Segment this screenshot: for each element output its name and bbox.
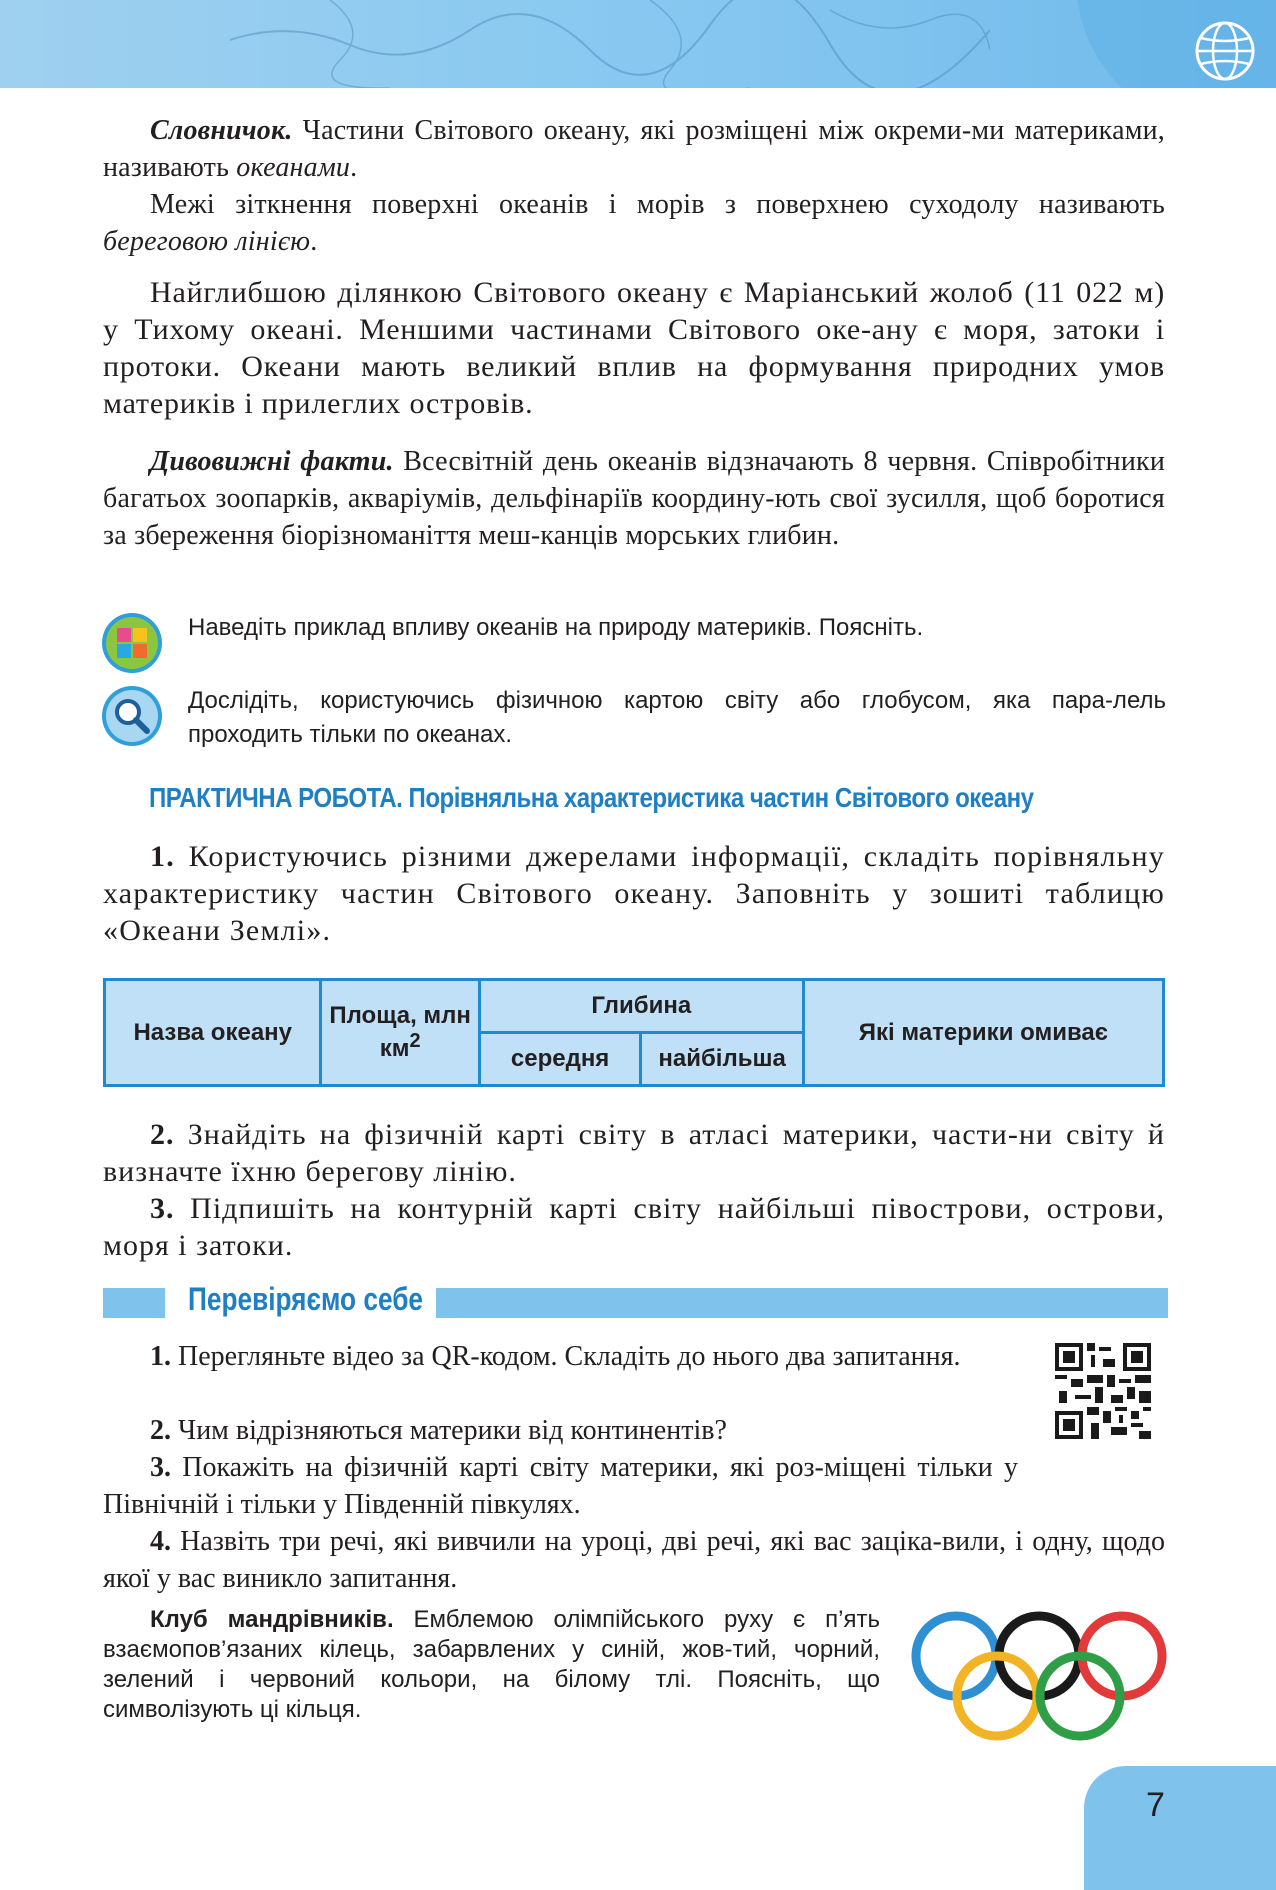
main-block [103,274,1165,422]
section-bar-left [103,1288,165,1318]
practical-item-2-text [103,1116,1165,1190]
q-text: Перегляньте відео за QR-кодом. Складіть до нього два запитання. [171,1341,961,1372]
col-continents: Які материки омиває [803,980,1163,1086]
map-background-image [230,0,990,88]
practical-item-1-text [103,838,1165,949]
practical-items-2-3 [103,1116,1165,1264]
punct: . [310,226,318,257]
glossary-term-oceans: океанами [236,152,351,183]
col-depth: Глибина [479,980,803,1033]
task-explore-text: Дослідіть, користуючись фізичною картою світу або глобусом, яка пара-лель проходить тільки по океанах. [188,687,1166,748]
check-q3 [103,1449,1018,1523]
q-number: 4. [150,1526,171,1557]
glossary-term-coastline: береговою лінією [103,226,311,257]
item-text: Підпишіть на контурній карті світу найбільші півострови, острови, моря і затоки. [103,1192,1165,1262]
facts-label: Дивовижні факти. [150,446,394,477]
section-bar-right [436,1288,1168,1318]
main-paragraph: Найглибшою ділянкою Світового океану є Маріанський жолоб (11 022 м) у Тихому океані. Меншими частинами Світового оке-ану є моря, затоки і протоки. Океани мають великий вплив на формування природних умов материків і прилеглих островів. [103,276,1165,420]
col-area [321,980,479,1086]
q-number: 2. [150,1415,171,1446]
club-text: Емблемою олімпійського руху є п’ять взаємопов’язаних кілець, забарвлених у синій, жов-тий, чорний, зелений і червоний кольори, на білому тлі. Поясніть, що символізують ці кільця. [103,1606,880,1723]
task-example-text: Наведіть приклад впливу океанів на природу материків. Поясніть. [188,614,924,641]
coastline-paragraph [103,186,1165,260]
item-number: 3. [150,1192,175,1225]
check-q4 [103,1523,1165,1597]
q-text: Назвіть три речі, які вивчили на уроці, дві речі, які вас заціка-вили, і одну, щодо якої у вас виникло запитання. [103,1526,1165,1594]
q-number: 1. [150,1341,171,1372]
col-depth-max: найбільша [641,1033,803,1086]
page-number-tab [1084,1766,1276,1890]
item-text: Користуючись різними джерелами інформації, складіть порівняльну характеристику частин Світового океану. Заповніть у зошиті таблицю «Океани Землі». [103,840,1165,947]
check-self-title: Перевіряємо себе [188,1281,424,1317]
oceans-table [103,978,1165,1087]
col-area-sup: 2 [409,1030,421,1052]
qr-code-icon[interactable] [1055,1343,1151,1439]
q-text: Покажіть на фізичній карті світу материки, які роз-міщені тільки у Північній і тільки у Південній півкулях. [103,1452,1018,1520]
item-text: Знайдіть на фізичній карті світу в атласі материки, части-ни світу й визначте їхню берегову лінію. [103,1118,1165,1188]
club-label: Клуб мандрівників. [150,1606,394,1633]
glossary-paragraph [103,112,1165,186]
coastline-text: Межі зіткнення поверхні океанів і морів з поверхнею суходолу називають [150,189,1165,220]
q-text: Чим відрізняються материки від континентів? [171,1415,727,1446]
item-number: 1. [150,840,175,873]
practical-item-1 [103,838,1165,949]
header-band [0,0,1276,88]
practical-title: ПРАКТИЧНА РОБОТА. Порівняльна характеристика частин Світового океану [149,782,1034,813]
practical-item-3-text [103,1190,1165,1264]
puzzle-icon [100,611,164,675]
check-q1 [103,1338,1018,1375]
glossary-label: Словничок. [150,115,293,146]
glossary-text: Частини Світового океану, які розміщені між окреми-ми материками, називають [103,115,1165,183]
club-paragraph [103,1605,880,1725]
facts-text: Всесвітній день океанів відзначають 8 червня. Співробітники багатьох зоопарків, акваріумів, дельфінаріїв координу-ють свої зусилля, щоб боротися за збереження біорізноманіття меш-канців морських глибин. [103,446,1165,551]
page-number: 7 [1146,1786,1165,1824]
facts-block [103,443,1165,554]
globe-icon [1192,18,1258,84]
magnifier-icon [100,684,164,748]
check-q2 [103,1412,1018,1449]
facts-paragraph [103,443,1165,554]
glossary-block [103,112,1165,260]
q-number: 3. [150,1452,171,1483]
olympic-rings-icon [906,1608,1172,1744]
item-number: 2. [150,1118,175,1151]
col-area-label: Площа, млн км [329,1002,471,1062]
col-depth-average: середня [479,1033,641,1086]
punct: . [350,152,358,183]
col-ocean-name: Назва океану [105,980,321,1086]
